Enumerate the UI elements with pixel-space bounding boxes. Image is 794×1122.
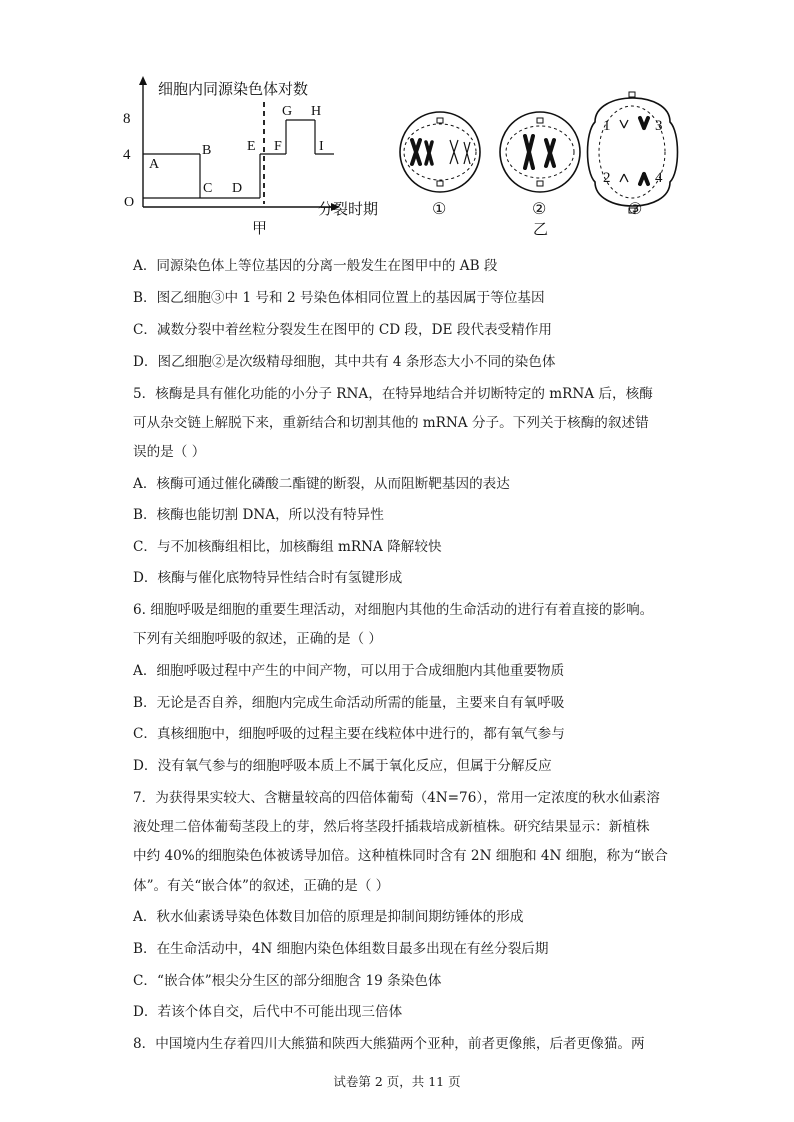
q4-option-c: C．减数分裂中着丝粒分裂发生在图甲的 CD 段，DE 段代表受精作用 (133, 322, 552, 338)
point-a: A (149, 157, 160, 172)
graph-caption-jia: 甲 (252, 221, 268, 237)
q5-option-a: A．核酶可通过催化磷酸二酯键的断裂，从而阻断靶基因的表达 (133, 476, 510, 492)
point-i: I (319, 139, 324, 154)
graph-jia (123, 76, 378, 237)
cell-1-centriole-bottom (437, 181, 443, 186)
cell-1-chromosome-a (412, 140, 420, 164)
graph-ylabel: 细胞内同源染色体对数 (158, 82, 309, 98)
q4-option-b: B．图乙细胞③中 1 号和 2 号染色体相同位置上的基因属于等位基因 (133, 290, 545, 306)
cell-3-membrane (588, 98, 678, 206)
cell-2-chromosome-a (525, 136, 533, 168)
cell-3-chromosome-4 (640, 174, 648, 184)
cell-3-chromosome-1 (620, 120, 628, 128)
q7-option-b: B．在生命活动中，4N 细胞内染色体组数目最多出现在有丝分裂后期 (133, 941, 549, 957)
chromosome-number-4: 4 (655, 170, 663, 186)
cell-2-centriole-top (537, 118, 543, 123)
cell-3-chromosome-3 (640, 118, 648, 128)
cell-1-chromosome-c (450, 140, 458, 164)
chromosome-number-3: 3 (655, 118, 663, 134)
q6-option-d: D．没有氧气参与的细胞呼吸本质上不属于氧化反应，但属于分解反应 (133, 758, 552, 774)
point-g: G (282, 104, 293, 119)
q7-stem-line-1: 7．为获得果实较大、含糖量较高的四倍体葡萄（4N=76），常用一定浓度的秋水仙素溶 (133, 790, 660, 806)
cell-2-membrane (500, 112, 580, 192)
q5-option-c: C．与不加核酶组相比，加核酶组 mRNA 降解较快 (133, 539, 442, 555)
point-h: H (311, 104, 322, 119)
q5-stem-line-1: 5．核酶是具有催化功能的小分子 RNA，在特异地结合并切断特定的 mRNA 后，核酶 (133, 386, 653, 402)
q6-option-a: A．细胞呼吸过程中产生的中间产物，可以用于合成细胞内其他重要物质 (133, 663, 565, 679)
cell-3 (588, 92, 678, 218)
cell-3-centriole-top (629, 92, 635, 97)
q8-stem-line-1: 8．中国境内生存着四川大熊猫和陕西大熊猫两个亚种，前者更像熊，后者更像猫。两 (133, 1036, 645, 1052)
cell-2 (500, 112, 580, 238)
chromosome-number-1: 1 (603, 118, 611, 134)
q7-stem-line-2: 液处理二倍体葡萄茎段上的芽，然后将茎段扦插栽培成新植株。研究结果显示：新植株 (133, 819, 650, 835)
cell-3-label: ③ (628, 201, 643, 218)
q4-option-d: D．图乙细胞②是次级精母细胞，其中共有 4 条形态大小不同的染色体 (133, 354, 556, 370)
q7-option-c: C．“嵌合体”根尖分生区的部分细胞含 19 条染色体 (133, 973, 442, 989)
point-e: E (247, 139, 256, 154)
q5-stem-line-3: 误的是（ ） (133, 444, 206, 460)
origin-label: O (124, 195, 135, 210)
q7-option-d: D．若该个体自交，后代中不可能出现三倍体 (133, 1004, 403, 1020)
cell-2-chromosome-b (546, 140, 554, 166)
q4-option-a: A．同源染色体上等位基因的分离一般发生在图甲中的 AB 段 (133, 258, 498, 274)
point-f: F (274, 139, 282, 154)
q5-option-d: D．核酶与催化底物特异性结合时有氢键形成 (133, 570, 403, 586)
q6-option-b: B．无论是否自养，细胞内完成生命活动所需的能量，主要来自有氧呼吸 (133, 695, 565, 711)
cell-1 (400, 112, 480, 218)
q7-stem-line-3: 中约 40%的细胞染色体被诱导加倍。这种植株同时含有 2N 细胞和 4N 细胞，称为“嵌合 (133, 848, 668, 864)
q6-stem-line-1: 6. 细胞呼吸是细胞的重要生理活动，对细胞内其他的生命活动的进行有着直接的影响。 (133, 602, 654, 618)
q6-stem-line-2: 下列有关细胞呼吸的叙述，正确的是（ ） (133, 631, 383, 647)
point-c: C (203, 181, 213, 196)
point-b: B (202, 143, 212, 158)
question-figure (120, 72, 700, 242)
q5-stem-line-2: 可从杂交链上解脱下来，重新结合和切割其他的 mRNA 分子。下列关于核酶的叙述错 (133, 415, 649, 431)
cell-2-centriole-bottom (537, 181, 543, 186)
cell-2-spindle (506, 126, 574, 178)
cell-1-label: ① (432, 201, 447, 218)
cell-1-chromosome-b (426, 142, 432, 164)
cell-caption-yi: 乙 (533, 222, 549, 238)
figure-svg (120, 72, 700, 242)
cell-1-chromosome-d (464, 142, 470, 164)
y-tick-8: 8 (123, 111, 131, 127)
y-tick-4: 4 (123, 147, 131, 163)
page-footer: 试卷第 2 页，共 11 页 (333, 1074, 461, 1089)
graph-xlabel: 分裂时期 (318, 202, 379, 218)
y-axis-arrow (139, 76, 147, 85)
chromosome-number-2: 2 (603, 170, 611, 186)
q6-option-c: C．真核细胞中，细胞呼吸的过程主要在线粒体中进行的，都有氧气参与 (133, 726, 565, 742)
cell-1-centriole-top (437, 118, 443, 123)
q7-stem-line-4: 体”。有关“嵌合体”的叙述，正确的是（ ） (133, 878, 390, 894)
point-d: D (232, 181, 243, 196)
q5-option-b: B．核酶也能切割 DNA，所以没有特异性 (133, 507, 384, 523)
cell-3-chromosome-2 (620, 174, 628, 182)
q7-option-a: A．秋水仙素诱导染色体数目加倍的原理是抑制间期纺锤体的形成 (133, 909, 524, 925)
cell-2-label: ② (532, 201, 547, 218)
